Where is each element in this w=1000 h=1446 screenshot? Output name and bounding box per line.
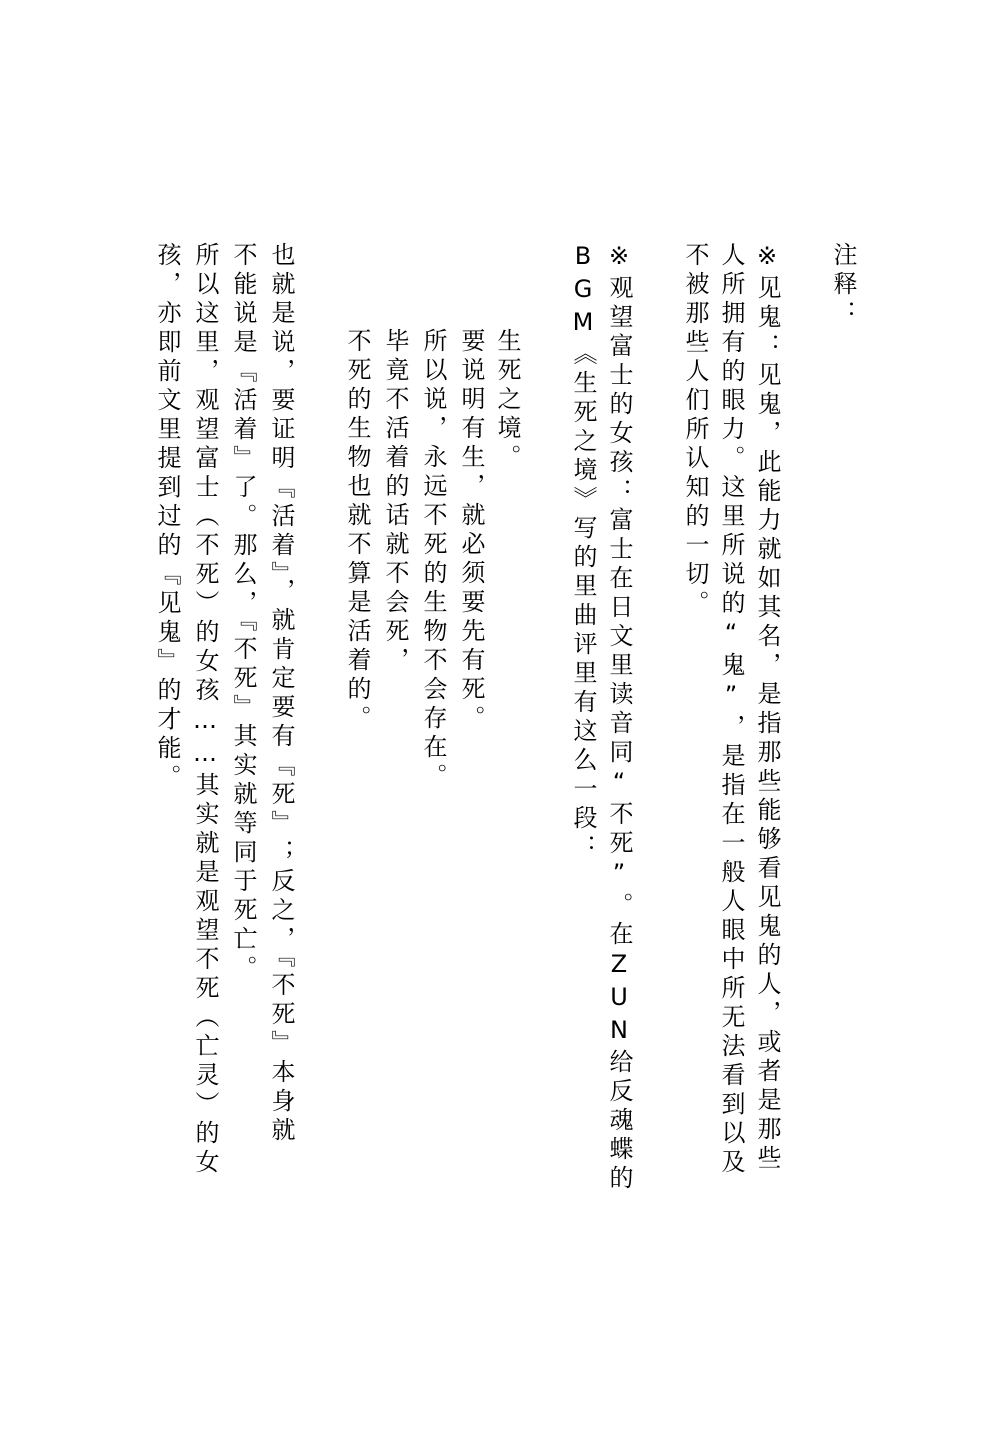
note-text-column: BGM《生死之境》写的里曲评里有这么一段： — [569, 242, 597, 863]
quote-text-column: 要说明有生，就必须要先有死。 — [457, 328, 485, 734]
note-text-column: 所以这里，观望富士（不死）的女孩……其实就是观望不死（亡灵）的女 — [191, 242, 219, 1178]
note-text-column: 人所拥有的眼力。这里所说的“鬼”，是指在一般人眼中所无法看到以及 — [717, 242, 745, 1178]
notes-heading: 注释： — [829, 242, 857, 329]
note-text-column: ※见鬼：见鬼，此能力就如其名，是指那些能够看见鬼的人，或者是那些 — [753, 242, 781, 1174]
quote-text-column: 所以说，永远不死的生物不会存在。 — [419, 328, 447, 792]
note-text-column: 不能说是『活着』了。那么，『不死』其实就等同于死亡。 — [229, 242, 257, 984]
note-text-column: 也就是说，要证明『活着』，就肯定要有『死』；反之，『不死』本身就 — [267, 242, 295, 1146]
quote-text-column: 不死的生物也就不算是活着的。 — [343, 328, 371, 734]
quote-text-column: 生死之境。 — [493, 328, 521, 473]
note-text-column: ※观望富士的女孩：富士在日文里读音同“不死”。在ZUN给反魂蝶的 — [605, 242, 633, 1194]
note-text-column: 孩，亦即前文里提到过的『见鬼』的才能。 — [153, 242, 181, 793]
note-text-column: 不被那些人们所认知的一切。 — [681, 242, 709, 619]
quote-text-column: 毕竟不活着的话就不会死， — [381, 328, 409, 676]
